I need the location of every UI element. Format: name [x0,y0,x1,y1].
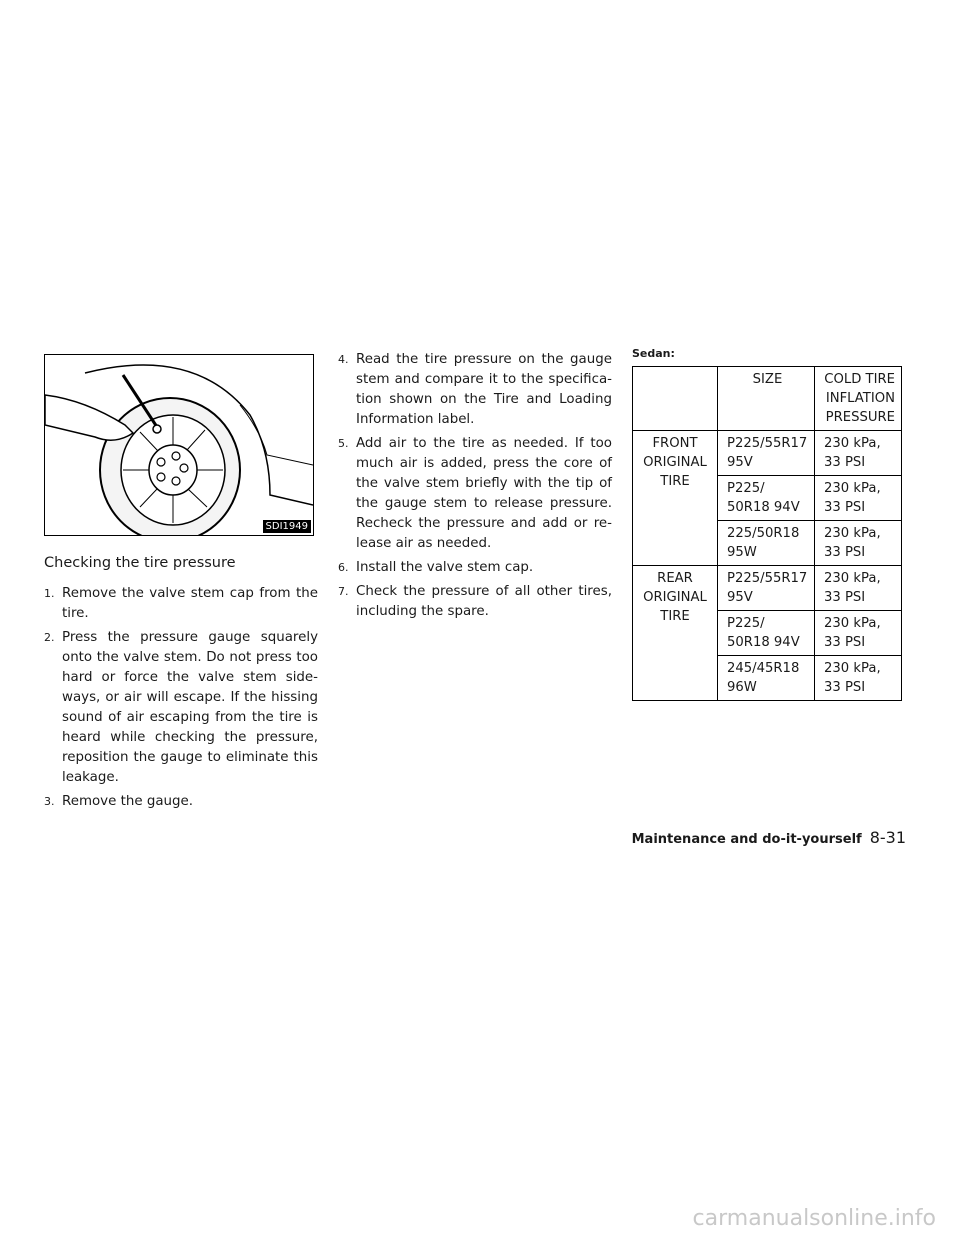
step-item [44,628,318,788]
table-header-empty [633,367,718,431]
page-footer [632,828,906,847]
table-cell-pressure: 230 kPa, 33 PSI [815,476,902,521]
step-number: 6. [338,561,349,574]
section-heading: Checking the tire pressure [44,555,236,571]
step-number: 5. [338,437,349,450]
steps-list-middle [338,350,612,626]
step-text: Read the tire pressure on the gauge stem and compare it to the specifica-tion shown on the Tire and Loading Information label. [356,352,612,427]
table-cell-position: REAR ORIGINAL TIRE [633,566,718,701]
step-item [338,434,612,554]
table-cell-size: P225/ 50R18 94V [718,611,815,656]
table-cell-size: P225/55R17 95V [718,431,815,476]
table-title: Sedan: [632,347,675,360]
footer-section-title: Maintenance and do-it-yourself [631,832,862,847]
step-text: Add air to the tire as needed. If too much air is added, press the core of the valve stem briefly with the tip of the gauge stem to release pressure. Recheck the pressure and add or re-lease air as needed. [356,436,612,551]
figure-code: SDI1949 [263,520,311,533]
table-cell-position: FRONT ORIGINAL TIRE [633,431,718,566]
step-text: Remove the valve stem cap from the tire. [62,586,318,621]
step-text: Check the pressure of all other tires, including the spare. [356,584,612,619]
table-row [633,566,902,611]
table-cell-size: 245/45R18 96W [718,656,815,701]
table-cell-pressure: 230 kPa, 33 PSI [815,521,902,566]
table-cell-size: P225/ 50R18 94V [718,476,815,521]
step-number: 2. [44,631,55,644]
table-cell-size: P225/55R17 95V [718,566,815,611]
step-item [44,584,318,624]
table-cell-pressure: 230 kPa, 33 PSI [815,431,902,476]
step-text: Press the pressure gauge squarely onto the valve stem. Do not press too hard or force the valve stem side-ways, or air will escape. If the hissing sound of air escaping from the tire is heard while checking the pressure, reposition the gauge to eliminate this leakage. [62,630,318,785]
table-header-size: SIZE [718,367,815,431]
step-number: 4. [338,353,349,366]
table-header-pressure: COLD TIRE INFLATION PRESSURE [815,367,902,431]
table-header-row [633,367,902,431]
table-row [633,431,902,476]
step-item [338,582,612,622]
step-text: Install the valve stem cap. [356,560,534,575]
watermark: carmanualsonline.info [692,1206,936,1231]
step-item [338,350,612,430]
step-number: 3. [44,795,55,808]
table-cell-pressure: 230 kPa, 33 PSI [815,656,902,701]
page-number: 8-31 [869,828,906,847]
step-number: 1. [44,587,55,600]
table-cell-pressure: 230 kPa, 33 PSI [815,611,902,656]
tire-pressure-gauge-illustration [45,355,313,535]
table-cell-size: 225/50R18 95W [718,521,815,566]
tire-pressure-table [632,366,902,701]
table-cell-pressure: 230 kPa, 33 PSI [815,566,902,611]
step-item [44,792,318,812]
step-item [338,558,612,578]
step-number: 7. [338,585,349,598]
steps-list-left [44,584,318,816]
tire-gauge-figure [44,354,314,536]
step-text: Remove the gauge. [62,794,194,809]
